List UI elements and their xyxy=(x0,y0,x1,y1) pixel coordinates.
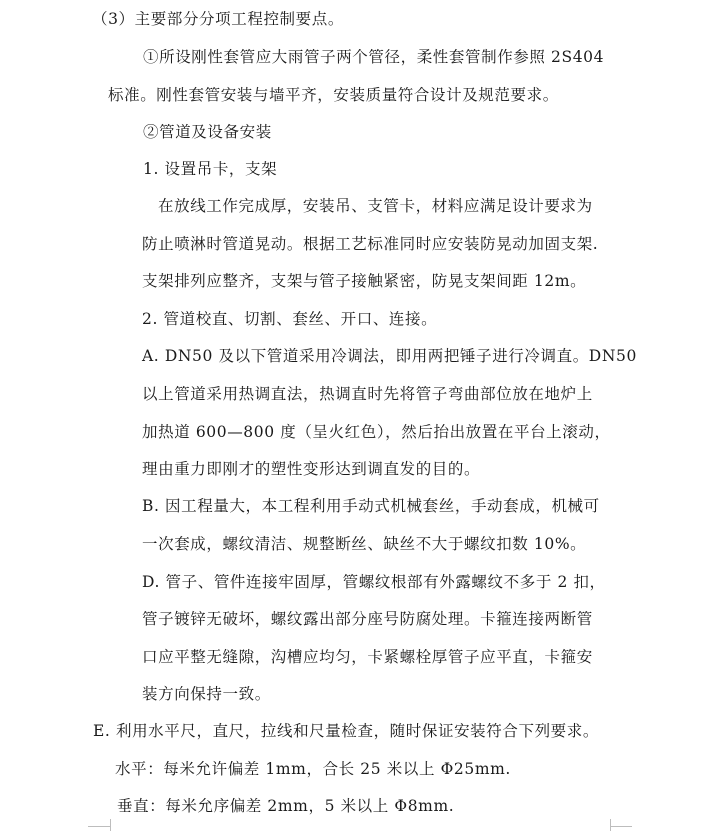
paragraph-line: D. 管子、管件连接牢固厚，管螺纹根部有外露螺纹不多于 2 扣， xyxy=(142,573,606,591)
corner-mark xyxy=(610,819,611,831)
paragraph-line: 标准。刚性套管安装与墙平齐，安装质量符合设计及规范要求。 xyxy=(108,86,559,104)
tolerance-line: 水平：每米允许偏差 1mm，合长 25 米以上 Φ25mm. xyxy=(115,760,511,778)
tolerance-line: 垂直：每米允序偏差 2mm，5 米以上 Φ8mm. xyxy=(117,797,455,815)
paragraph-line: 口应平整无缝隙，沟槽应均匀，卡紧螺栓厚管子应平直，卡箍安 xyxy=(142,648,593,666)
paragraph-line: 在放线工作完成厚，安装吊、支管卡，材料应满足设计要求为 xyxy=(158,197,593,215)
paragraph-line: 以上管道采用热调直法，热调直时先将管子弯曲部位放在地炉上 xyxy=(142,385,593,403)
section-heading: （3）主要部分分项工程控制要点。 xyxy=(92,10,344,28)
corner-mark xyxy=(610,826,632,827)
paragraph-line: B. 因工程量大，本工程利用手动式机械套丝，手动套成，机械可 xyxy=(142,497,600,515)
paragraph-line: A. DN50 及以下管道采用冷调法，即用两把锤子进行冷调直。DN50 xyxy=(142,347,637,365)
subheading: ②管道及设备安装 xyxy=(143,123,272,141)
paragraph-line: 支架排列应整齐，支架与管子接触紧密，防晃支架间距 12m。 xyxy=(142,272,587,290)
paragraph-line: 加热道 600—800 度（呈火红色），然后抬出放置在平台上滚动， xyxy=(142,423,611,441)
paragraph-line: 防止喷淋时管道晃动。根据工艺标准同时应安装防晃动加固支架. xyxy=(142,235,599,253)
paragraph-line: E. 利用水平尺，直尺，拉线和尺量检查，随时保证安装符合下列要求。 xyxy=(93,722,599,740)
subheading: 2. 管道校直、切割、套丝、开口、连接。 xyxy=(142,310,438,328)
paragraph-line: 管子镀锌无破坏，螺纹露出部分座号防腐处理。卡箍连接两断管 xyxy=(142,610,593,628)
paragraph-line: 装方向保持一致。 xyxy=(142,685,271,703)
paragraph-line: 理由重力即刚才的塑性变形达到调直发的目的。 xyxy=(142,460,481,478)
corner-mark xyxy=(110,819,111,831)
corner-mark xyxy=(88,826,110,827)
paragraph-line: ①所设刚性套管应大雨管子两个管径，柔性套管制作参照 2S404 xyxy=(143,48,605,66)
paragraph-line: 一次套成，螺纹清洁、规整断丝、缺丝不大于螺纹扣数 10%。 xyxy=(142,535,587,553)
subheading: 1. 设置吊卡，支架 xyxy=(143,160,278,178)
